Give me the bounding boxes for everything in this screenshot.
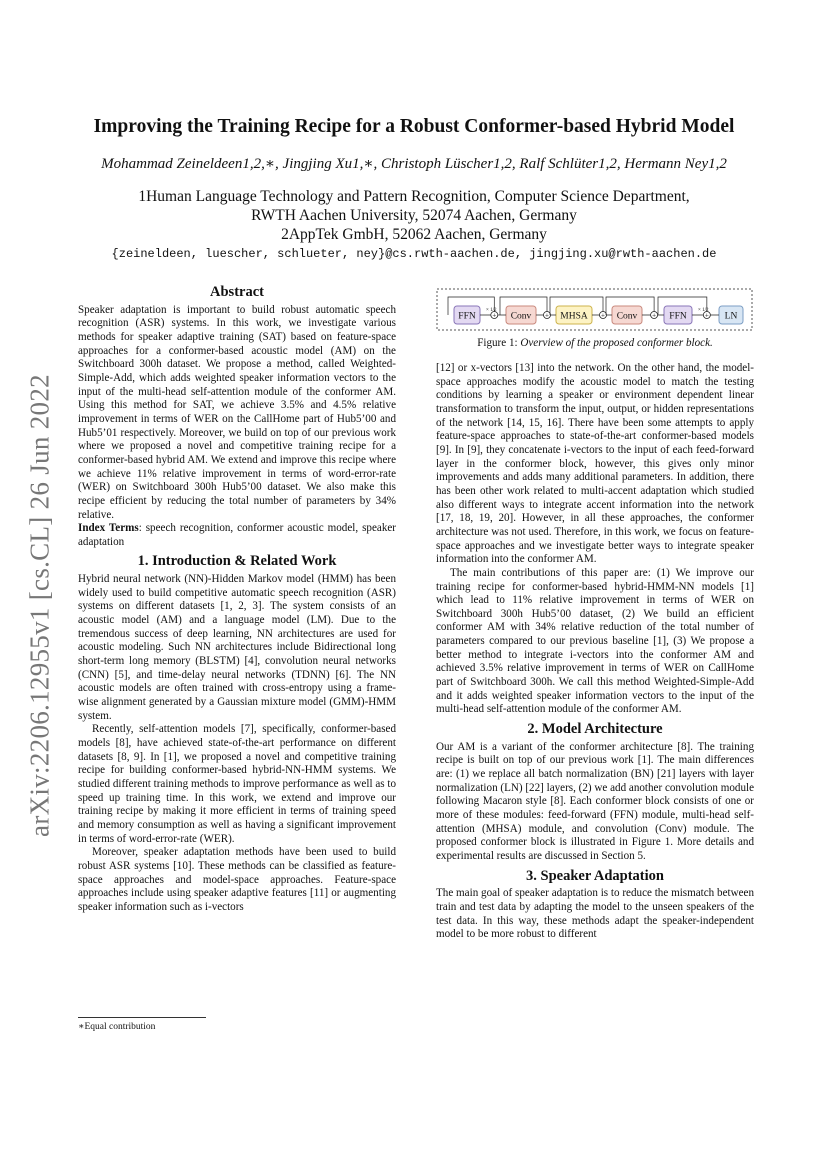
section-1-paragraph: Recently, self-attention models [7], specifically, conformer-based models [8], have achieved state-of-the-art performance on different datasets [8, 9]. In [1], we proposed a novel and competitive training recipe for building conformer-based hybrid-NN-HMM systems. We studied different training methods to improve performance as well as to speed up training time. In this work, we extend and improve our training recipe by making it more efficient in terms of training speed and memory consumption as well as having a significant improvement in terms of word-error-rate (WER). [78,723,396,845]
affiliation-line-2: RWTH Aachen University, 52074 Aachen, Germany [251,207,577,224]
figure-add-symbol: + [652,311,657,320]
figure-add-symbol: + [492,311,497,320]
section-1-paragraph: Hybrid neural network (NN)-Hidden Markov model (HMM) has been widely used to build competitive automatic speech recognition (ASR) systems on different datasets [1, 2, 3]. The system consists of an acoustic model (AM) and a language model (LM). Due to the tremendous success of deep learning, NN architectures are used for acoustic modeling. Such NN architectures include Bidirectional long short-term long memory (BLSTM) [4], convolution neural networks (CNN) [5], and time-delay neural networks (TDNN) [6]. The NN acoustic models are often trained with cross-entropy using a frame-wise alignment generated by a Gaussian mixture model (GMM)-HMM system. [78,573,396,722]
affiliation-line-3: 2AppTek GmbH, 52062 Aachen, Germany [281,226,547,243]
figure-block-label: Conv [616,311,638,322]
section-1-heading: 1. Introduction & Related Work [137,553,337,570]
figure-block-label: FFN [458,311,476,322]
figure-half-label: × 1/2 [698,308,709,313]
figure-blocks [448,297,743,324]
left-column [78,286,396,915]
figure-add-symbol: + [704,311,709,320]
figure-block-label: FFN [669,311,687,322]
figure-add-symbol: + [601,311,605,320]
intro-continued-paragraph: [12] or x-vectors [13] into the network. On the other hand, the model-space approaches modify the acoustic model to match the testing conditions by learning a speaker or environment dependent linear transformation to transform the input, output, or hidden representations of the network [14, 15, 16]. There have been some attempts to apply feature-space approaches to state-of-the-art conformer-based models [9]. In [9], they concatenate i-vectors to the input of each feed-forward layer in the conformer block, however, this gives only minor improvements and adds many additional parameters. In addition, there has been other work related to multi-accent adaptation which studied also different ways to integrate accent information into the network [17, 18, 19, 20]. However, in all these approaches, the conformer architecture was not used. Therefore, in this work, we focus on feature-space approaches and we investigate better ways to integrate speaker information into the conformer AM. [436,362,754,566]
author-list: Mohammad Zeineldeen1,2,∗, Jingjing Xu1,∗, Christoph Lüscher1,2, Ralf Schlüter1,2, Hermann Ney1,2 [101,156,727,172]
index-terms-text: : speech recognition, conformer acoustic model, speaker adaptation [78,522,396,548]
arxiv-stamp [20,370,60,850]
figure-block-label: LN [724,311,738,322]
section-2-heading: 2. Model Architecture [527,721,663,738]
figure-caption-prefix: Figure 1: [477,337,521,349]
conformer-block-figure [436,286,754,334]
contributions-paragraph: The main contributions of this paper are: (1) We improve our training recipe for conformer-based hybrid-HMM-NN models [1] which lead to 11% relative improvement in terms of WER on Switchboard 300h Hub5’00 dataset, (2) We build an efficient conformer AM with 34% relative reduction of the total number of parameters compared to our previous baseline [1], (3) We propose a better method to integrate i-vectors into the conformer AM and achieved 3.5% relative improvement in terms of WER on CallHome part of Switchboard 300h. We call this method Weighted-Simple-Add and it adds weighted speaker information vectors to the input of the multi-head self-attention module of the conformer AM. [436,566,754,716]
author-emails: {zeineldeen, luescher, schlueter, ney}@cs.rwth-aachen.de, jingjing.xu@rwth-aachen.de [111,247,717,261]
figure-caption-text: Overview of the proposed conformer block. [520,337,713,349]
figure-caption [436,337,754,349]
abstract-text: Speaker adaptation is important to build robust automatic speech recognition (ASR) systems. In this work, we investigate various methods for speaker adaptive training (SAT) based on feature-space approaches for a conformer-based acoustic model (AM) on the Switchboard 300h dataset. We propose a method, called Weighted-Simple-Add, which adds weighted speaker information vectors to the input of the multi-head self-attention module of the conformer AM. Using this method for SAT, we achieve 3.5% and 4.5% relative improvement in terms of WER on the CallHome part of Hub5’00 and Hub5’01 respectively. Moreover, we build on top of our previous work where we proposed a novel and competitive training recipe for a conformer-based hybrid AM. We extend and improve this recipe where we achieve 11% relative improvement in terms of word-error-rate (WER) on Switchboard 300h Hub5’00 dataset. We also make this recipe efficient by reducing the total number of parameters by 34% relative. [78,303,396,521]
section-3-heading: 3. Speaker Adaptation [526,867,664,884]
footnote-rule [78,1017,206,1018]
arxiv-id: arXiv:2206.12955v1 [cs.CL] 26 Jun 2022 [24,374,55,837]
section-3-paragraph: The main goal of speaker adaptation is to reduce the mismatch between train and test data by adapting the model to the unseen speakers of the test data. In this way, these methods adapt the speaker-independent model to be more robust to different [436,887,754,941]
abstract-heading: Abstract [210,284,264,300]
paper-title: Improving the Training Recipe for a Robust Conformer-based Hybrid Model [93,116,735,137]
section-2-paragraph: Our AM is a variant of the conformer architecture [8]. The training recipe is built on top of our previous work [1]. The main differences are: (1) we replace all batch normalization (BN) [21] layers with layer normalization (LN) [22] layers, (2) we add another convolution module following Macaron style [8]. Each conformer block consists of one or more of these modules: feed-forward (FFN) module, multi-head self-attention (MHSA) module, and convolution (Conv) module. The proposed conformer block is illustrated in Figure 1. More details and experimental results are discussed in Section 5. [436,740,754,862]
footnote: ∗Equal contribution [78,1022,156,1032]
figure-block-label: MHSA [560,311,588,322]
figure-add-symbol: + [545,311,549,320]
section-1-paragraph: Moreover, speaker adaptation methods have been used to build robust ASR systems [10]. These methods can be classified as feature-space approaches and model-space approaches. Feature-space approaches include using speaker adaptive features [11] or augmenting speaker information such as i-vectors [78,846,396,913]
right-column [436,362,754,942]
affiliation-line-1: 1Human Language Technology and Pattern Recognition, Computer Science Department, [138,188,690,205]
figure-half-label: × 1/2 [486,308,497,313]
index-terms-label: Index Terms [78,522,139,535]
figure-block-label: Conv [510,311,532,322]
index-terms [78,522,396,549]
